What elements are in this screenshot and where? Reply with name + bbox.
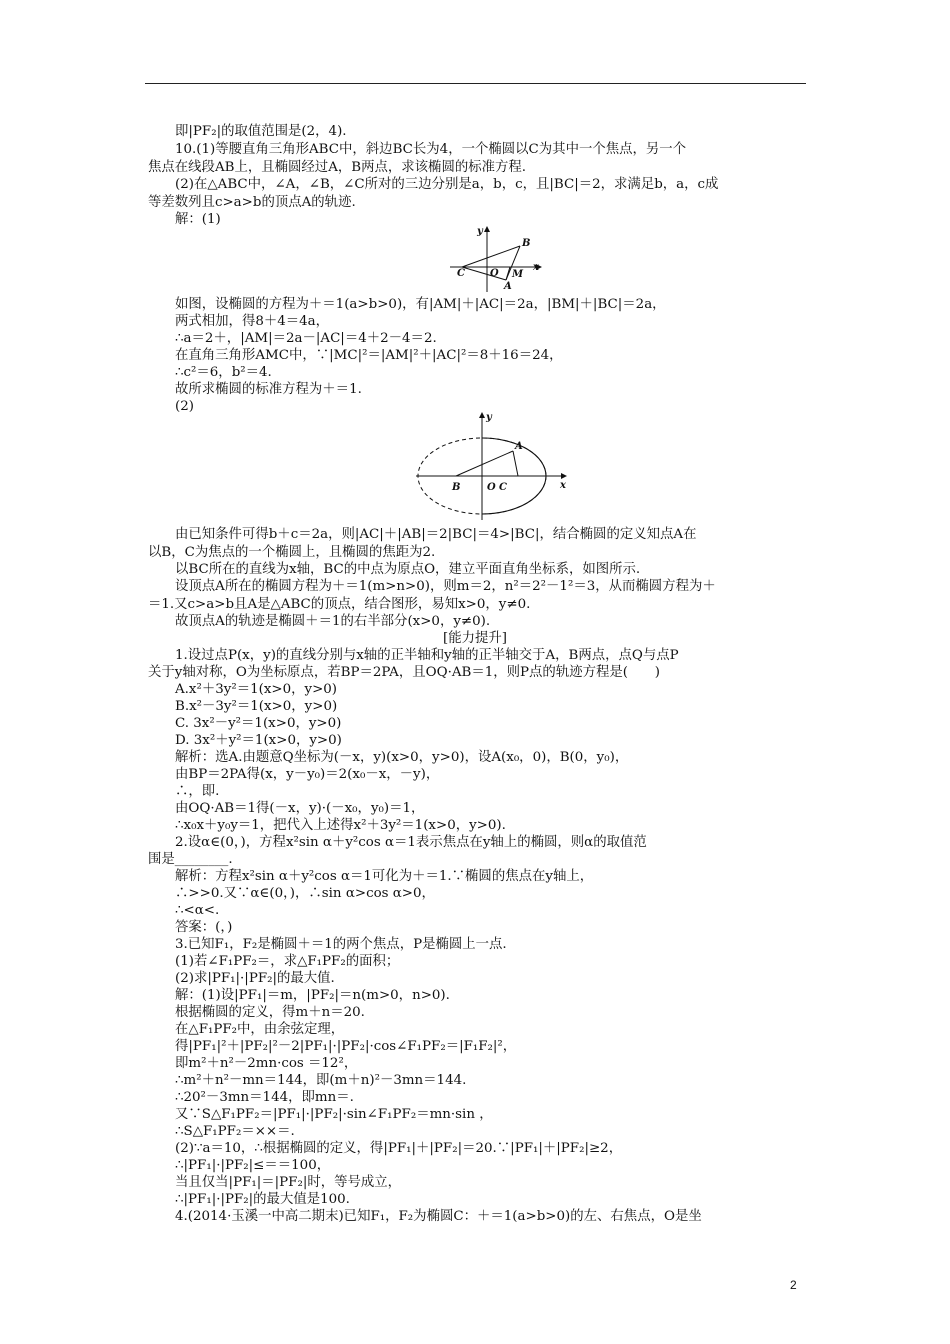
text-line: 由已知条件可得b＋c＝2a，则|AC|＋|AB|＝2|BC|＝4>|BC|，结合椭圆的定义知点A在 [175,527,697,542]
fig2-label-y: y [486,412,492,423]
text-line: 根据椭圆的定义，得m＋n＝20. [175,1005,365,1020]
text-line: 解：(1) [175,212,221,227]
section-heading: [能力提升] [442,631,507,646]
figure-triangle [440,224,550,294]
figure-ellipse [416,410,576,522]
text-line: (2)∵a＝10，∴根据椭圆的定义，得|PF₁|＋|PF₂|＝20.∵|PF₁|＋|PF₂|≥2， [175,1141,623,1156]
option-a: A.x²＋3y²＝1(x>0，y>0) [175,682,338,697]
text-line: 解析：方程x²sin α＋y²cos α＝1可化为＋＝1.∵椭圆的焦点在y轴上， [175,869,594,884]
text-line: ∴>>0.又∵α∈(0，)，∴sin α>cos α>0， [175,886,435,901]
text-line: 即|PF₂|的取值范围是(2，4). [175,124,347,139]
option-c: C. 3x²－y²＝1(x>0，y>0) [175,716,342,731]
text-line: 2.设α∈(0，)，方程x²sin α＋y²cos α＝1表示焦点在y轴上的椭圆，则α的取值范 [175,835,647,850]
fig1-label-b: B [522,238,531,249]
fig1-label-x: x [533,262,539,273]
option-d: D. 3x²＋y²＝1(x>0，y>0) [175,733,342,748]
text-line: (2)求|PF₁|·|PF₂|的最大值. [175,971,335,986]
text-line: 得|PF₁|²＋|PF₂|²－2|PF₁|·|PF₂|·cos∠F₁PF₂＝|F₁F₂|²， [175,1039,517,1054]
text-line: ∴c²＝6，b²＝4. [175,365,272,380]
text-line: ∴S△F₁PF₂＝××＝. [175,1124,295,1139]
fig2-label-x: x [560,480,566,491]
text-line: 关于y轴对称，O为坐标原点，若BP＝2PA，且OQ·AB＝1，则P点的轨迹方程是( ) [148,665,660,680]
text-line: ∴a＝2＋，|AM|＝2a－|AC|＝4＋2－4＝2. [175,331,437,346]
text-line: ∴，即. [175,784,220,799]
text-line: ∴m²＋n²－mn＝144，即(m＋n)²－3mn＝144. [175,1073,467,1088]
text-line: ∴|PF₁|·|PF₂|的最大值是100. [175,1192,350,1207]
text-line: ∴x₀x＋y₀y＝1，把代入上述得x²＋3y²＝1(x>0，y>0). [175,818,506,833]
text-line: 解：(1)设|PF₁|＝m，|PF₂|＝n(m>0，n>0). [175,988,450,1003]
text-line: 等差数列且c>a>b的顶点A的轨迹. [148,195,356,210]
fig1-label-y: y [477,226,483,237]
text-line: (1)若∠F₁PF₂＝，求△F₁PF₂的面积； [175,954,400,969]
text-line: 1.设过点P(x，y)的直线分别与x轴的正半轴和y轴的正半轴交于A，B两点，点Q与点P [175,648,679,663]
fig2-label-c: C [499,482,507,493]
text-line: 答案：(，) [175,920,233,935]
text-line: 以B，C为焦点的一个椭圆上，且椭圆的焦距为2. [148,545,436,560]
text-line: 设顶点A所在的椭圆方程为＋＝1(m>n>0)，则m＝2，n²＝2²－1²＝3，从而椭圆方程为＋ [175,579,716,594]
text-line: 即m²＋n²－2mn·cos ＝12²， [175,1056,358,1071]
text-line: ＝1.又c>a>b且A是△ABC的顶点，结合图形，易知x>0，y≠0. [148,597,531,612]
text-line: 解析：选A.由题意Q坐标为(－x，y)(x>0，y>0)，设A(x₀，0)，B(0，y₀)， [175,750,629,765]
text-line: ∴20²－3mn＝144，即mn＝. [175,1090,354,1105]
fig1-label-c: C [457,268,465,279]
text-line: 当且仅当|PF₁|＝|PF₂|时，等号成立， [175,1175,402,1190]
header-rule [145,83,806,84]
fig2-label-a: A [515,441,523,452]
text-line: 又∵S△F₁PF₂＝|PF₁|·|PF₂|·sin∠F₁PF₂＝mn·sin ， [175,1107,493,1122]
text-line: 故所求椭圆的标准方程为＋＝1. [175,382,362,397]
fig2-label-o: O [487,482,496,493]
text-line: 以BC所在的直线为x轴，BC的中点为原点O，建立平面直角坐标系，如图所示. [175,562,641,577]
text-line: ∴<α<. [175,903,220,918]
fig1-label-m: M [512,269,524,280]
fig1-label-o: O [490,268,499,279]
page-number: 2 [790,1278,797,1292]
text-line: 4.(2014·玉溪一中高二期末)已知F₁，F₂为椭圆C：＋＝1(a>b>0)的左、右焦点，O是坐 [175,1209,702,1224]
text-line: 在直角三角形AMC中，∵|MC|²＝|AM|²＋|AC|²＝8＋16＝24， [175,348,563,363]
text-line: 两式相加，得8＋4＝4a， [175,314,330,329]
text-line: 如图，设椭圆的方程为＋＝1(a>b>0)，有|AM|＋|AC|＝2a，|BM|＋|BC|＝2a， [175,297,666,312]
text-line: 10.(1)等腰直角三角形ABC中，斜边BC长为4，一个椭圆以C为其中一个焦点，另一个 [175,142,687,157]
fig2-label-b: B [452,482,461,493]
text-line: 故顶点A的轨迹是椭圆＋＝1的右半部分(x>0，y≠0). [175,614,491,629]
text-line: 在△F₁PF₂中，由余弦定理， [175,1022,345,1037]
text-line: ∴|PF₁|·|PF₂|≤＝＝100， [175,1158,331,1173]
text-line: (2) [175,399,194,414]
text-line: 由OQ·AB＝1得(－x，y)·(－x₀，y₀)＝1， [175,801,425,816]
text-line: 由BP＝2PA得(x，y－y₀)＝2(x₀－x，－y)， [175,767,440,782]
fig1-label-a: A [504,281,512,292]
text-line: 围是________. [148,852,233,867]
option-b: B.x²－3y²＝1(x>0，y>0) [175,699,338,714]
text-line: 焦点在线段AB上，且椭圆经过A，B两点，求该椭圆的标准方程. [148,160,527,175]
text-line: 3.已知F₁，F₂是椭圆＋＝1的两个焦点，P是椭圆上一点. [175,937,507,952]
text-line: (2)在△ABC中，∠A，∠B，∠C所对的三边分别是a，b，c，且|BC|＝2，求满足b，a，c成 [175,177,719,192]
